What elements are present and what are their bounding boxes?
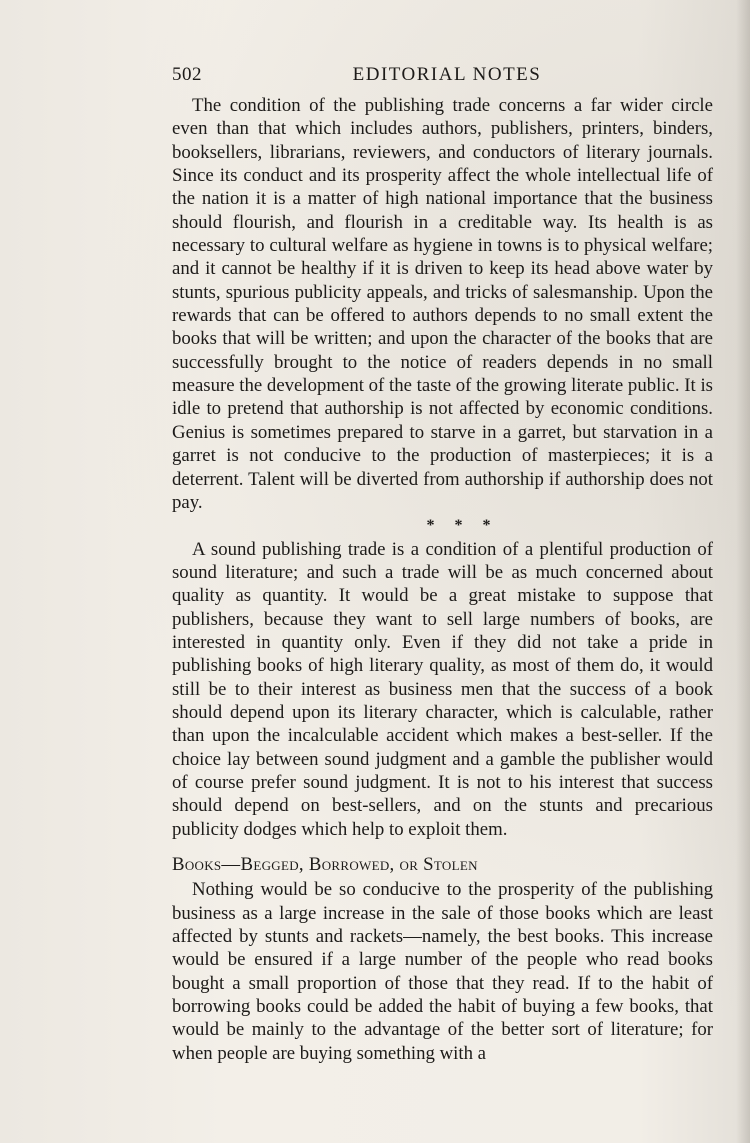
- section-heading: Books—Begged, Borrowed, or Stolen: [172, 854, 478, 875]
- paragraph-publishing-trade: The condition of the publishing trade concerns a far wider circle even than that which includes authors, publishers, printers, binders, booksellers, librarians, reviewers, and conductors of literary journals. Since its conduct and its prosperity affect the whole intellectual life of the nation it is a matter of high national importance that the business should flourish, and flourish in a creditable way. Its health is as necessary to cultural welfare as hygiene in towns is to physical welfare; and it cannot be healthy if it is driven to keep its head above water by stunts, spurious publicity appeals, and tricks of salesmanship. Upon the rewards that can be offered to authors depends to no small extent the books that will be written; and upon the character of the books that are successfully brought to the notice of readers depends in no small measure the development of the taste of the growing literate public. It is idle to pretend that authorship is not affected by economic conditions. Genius is sometimes prepared to starve in a garret, but starvation in a garret is not conducive to the production of masterpieces; it is a deterrent. Talent will be diverted from authorship if authorship does not pay.: [172, 95, 713, 513]
- page-edge-shadow: [736, 0, 750, 1143]
- page-number: 502: [172, 64, 202, 85]
- running-head: EDITORIAL NOTES: [352, 64, 542, 85]
- body-text: [172, 94, 713, 1065]
- page-header: [172, 62, 712, 88]
- paragraph-sound-publishing: A sound publishing trade is a condition of a plentiful production of sound literature; and such a trade will be as much concerned about quality as quantity. It would be a great mistake to suppose that publishers, because they want to sell large numbers of books, are interested in quantity only. Even if they did not take a pride in publishing books of high literary quality, as most of them do, it would still be to their interest as business men that the success of a book should depend upon its literary character, which is calculable, rather than upon the incalculable accident which makes a best-seller. If the choice lay between sound judgment and a gamble the publisher would of course prefer sound judgment. It is not to his interest that success should depend on best-sellers, and on the stunts and precarious publicity dodges which help to exploit them.: [172, 538, 713, 840]
- section-separator: * * *: [426, 517, 499, 535]
- paragraph-books-begged: Nothing would be so conducive to the prosperity of the publishing business as a large increase in the sale of those books which are least affected by stunts and rackets—namely, the best books. This increase would be ensured if a large number of the people who read books bought a small proportion of those that they read. If to the habit of borrowing books could be added the habit of buying a few books, that would be mainly to the advantage of the better sort of literature; for when people are buying something with a: [172, 879, 713, 1064]
